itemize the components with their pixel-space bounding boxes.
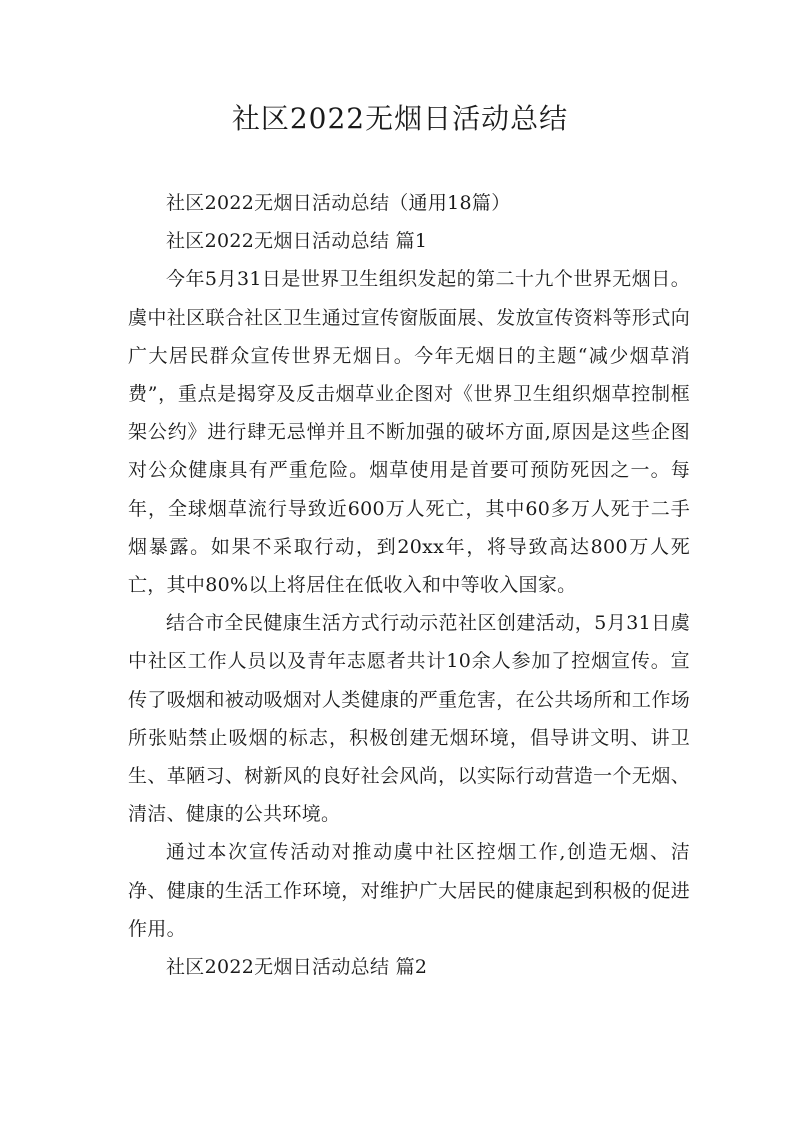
paragraph-1: 今年5月31日是世界卫生组织发起的第二十九个世界无烟日。虞中社区联合社区卫生通过宣传窗版面展、发放宣传资料等形式向广大居民群众宣传世界无烟日。今年无烟日的主题“减少烟草消费”，重点是揭穿及反击烟草业企图对《世界卫生组织烟草控制框架公约》进行肆无忌惮并且不断加强的破坏方面,原因是这些企图对公众健康具有严重危险。烟草使用是首要可预防死因之一。每年，全球烟草流行导致近600万人死亡，其中60多万人死于二手烟暴露。如果不采取行动，到20xx年，将导致高达800万人死亡，其中80%以上将居住在低收入和中等收入国家。 (128, 268, 690, 597)
document-body (128, 184, 690, 986)
document-title: 社区2022无烟日活动总结 (231, 102, 569, 135)
paragraph-3: 通过本次宣传活动对推动虞中社区控烟工作,创造无烟、洁净、健康的生活工作环境，对维护广大居民的健康起到积极的促进作用。 (128, 841, 690, 940)
document-subtitle: 社区2022无烟日活动总结（通用18篇） (166, 192, 511, 214)
section-heading-2: 社区2022无烟日活动总结 篇2 (166, 956, 428, 979)
paragraph-2: 结合市全民健康生活方式行动示范社区创建活动，5月31日虞中社区工作人员以及青年志愿者共计10余人参加了控烟宣传。宣传了吸烟和被动吸烟对人类健康的严重危害，在公共场所和工作场所张贴禁止吸烟的标志，积极创建无烟环境，倡导讲文明、讲卫生、革陋习、树新风的良好社会风尚，以实际行动营造一个无烟、清洁、健康的公共环境。 (128, 612, 690, 826)
section-heading-1: 社区2022无烟日活动总结 篇1 (166, 230, 428, 253)
